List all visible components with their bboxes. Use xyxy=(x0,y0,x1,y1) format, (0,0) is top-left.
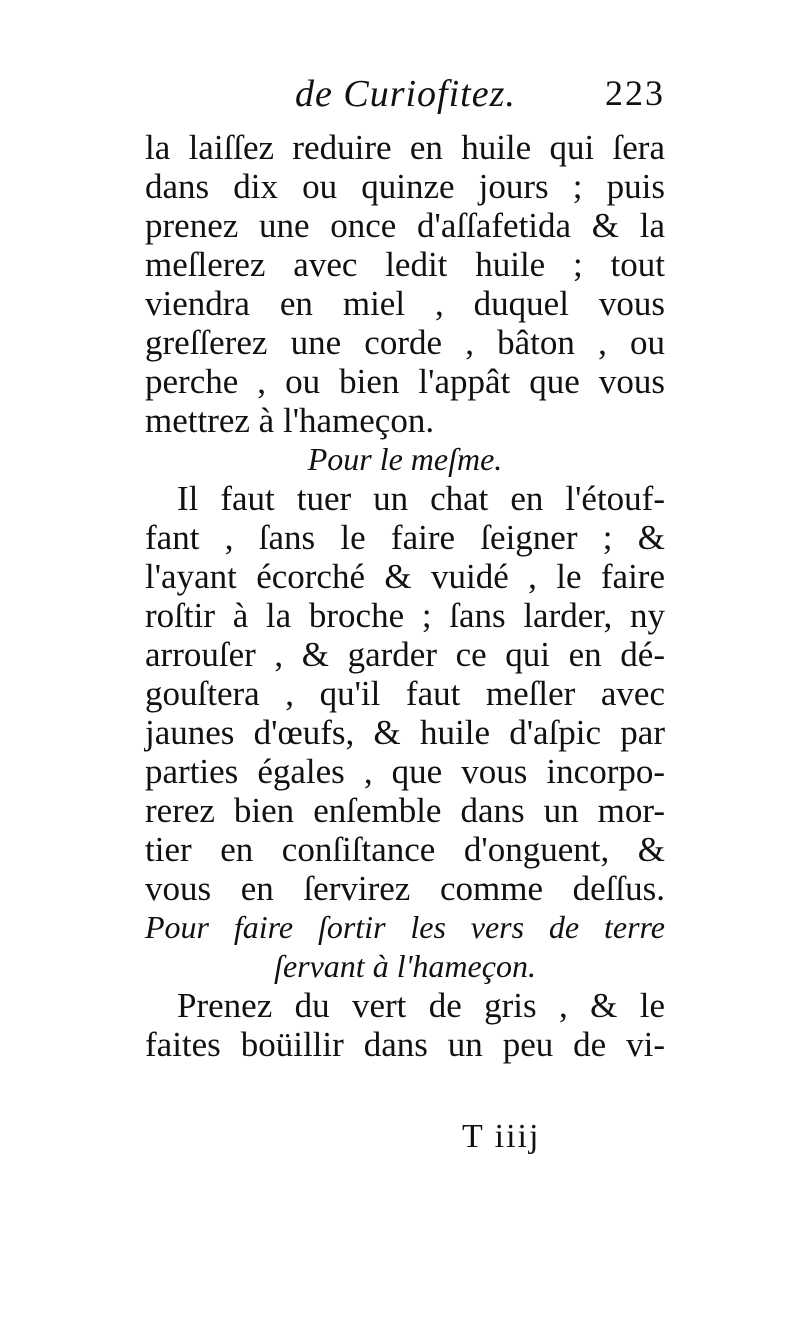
text-line: gouſtera , qu'il faut meſler avec xyxy=(145,674,665,713)
page-number: 223 xyxy=(605,73,665,113)
text-line: rerez bien enſemble dans un mor- xyxy=(145,791,665,830)
text-line: prenez une once d'aſſafetida & la xyxy=(145,206,665,245)
section-heading-continued: ſervant à l'hameçon. xyxy=(274,948,536,984)
text-line: Prenez du vert de gris , & le xyxy=(177,986,665,1025)
text-line: parties égales , que vous incorpo- xyxy=(145,752,665,791)
text-line: dans dix ou quinze jours ; puis xyxy=(145,167,665,206)
running-title: de Curiofitez. xyxy=(295,73,516,115)
signature-mark: T iiij xyxy=(462,1118,541,1155)
section-heading: Pour faire ſortir les vers de terre xyxy=(145,909,665,945)
text-line: roſtir à la broche ; ſans larder, ny xyxy=(145,596,665,635)
text-line: Il faut tuer un chat en l'étouf- xyxy=(177,479,665,518)
text-line: viendra en miel , duquel vous xyxy=(145,284,665,323)
text-line: la laiſſez reduire en huile qui ſera xyxy=(145,128,665,167)
text-line: mettrez à l'hameçon. xyxy=(145,401,435,440)
text-line: jaunes d'œufs, & huile d'aſpic par xyxy=(145,713,665,752)
text-line: l'ayant écorché & vuidé , le faire xyxy=(145,557,665,596)
running-head xyxy=(145,72,665,122)
text-line: perche , ou bien l'appât que vous xyxy=(145,362,665,401)
main-text xyxy=(145,128,665,1064)
section-heading: Pour le meſme. xyxy=(307,441,503,477)
text-line: meſlerez avec ledit huile ; tout xyxy=(145,245,665,284)
text-line: faites boüillir dans un peu de vi- xyxy=(145,1025,665,1064)
text-line: fant , ſans le faire ſeigner ; & xyxy=(145,518,665,557)
text-line: tier en conſiſtance d'onguent, & xyxy=(145,830,665,869)
text-line: arrouſer , & garder ce qui en dé- xyxy=(145,635,665,674)
text-line: greſſerez une corde , bâton , ou xyxy=(145,323,665,362)
text-line: vous en ſervirez comme deſſus. xyxy=(145,869,665,908)
